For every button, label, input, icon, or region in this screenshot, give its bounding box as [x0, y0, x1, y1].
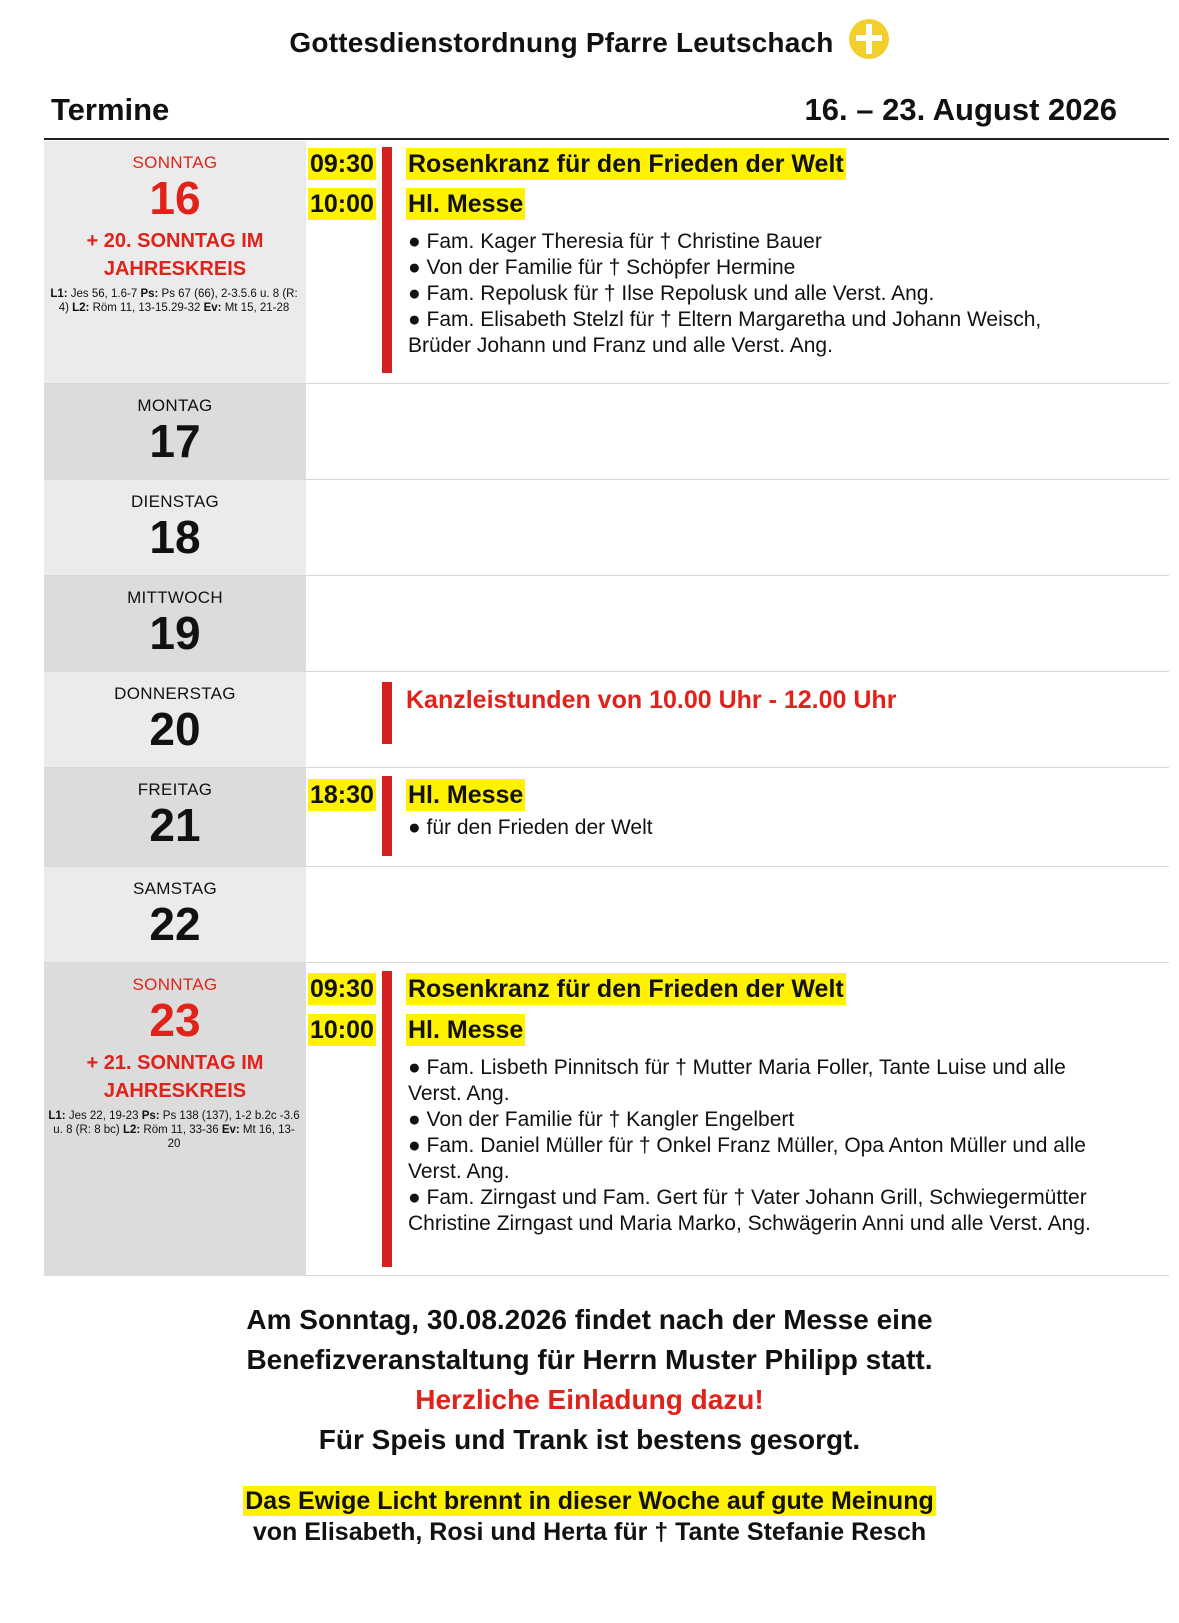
eternal-light-line: Das Ewige Licht brennt in dieser Woche auf gute Meinung [245, 1487, 934, 1515]
red-bar [382, 147, 392, 373]
events-cell-22 [306, 867, 1169, 962]
red-bar [382, 776, 392, 856]
day-row-20 [44, 672, 1169, 768]
weekday-label: SONNTAG [132, 153, 218, 172]
event-time: 09:30 [310, 975, 374, 1003]
day-cell-22 [44, 867, 306, 962]
intention-item: ● Fam. Elisabeth Stelzl für † Eltern Margaretha und Johann Weisch, Brüder Johann und Franz und alle Verst. Ang. [408, 308, 1042, 357]
reading-label: Ps: [140, 288, 159, 300]
date-range: 16. – 23. August 2026 [804, 92, 1117, 127]
reading-label: L1: [50, 288, 68, 300]
announcement-line: Für Speis und Trank ist bestens gesorgt. [318, 1424, 861, 1455]
reading-label: Ps: [141, 1110, 160, 1122]
events-cell-18 [306, 480, 1169, 575]
office-hours-notice: Kanzleistunden von 10.00 Uhr - 12.00 Uhr [406, 686, 897, 714]
day-number: 18 [149, 511, 201, 563]
intention-item: ● Fam. Zirngast und Fam. Gert für † Vater Johann Grill, Schwiegermütter Christine Zirngast und Maria Marko, Schwägerin Anni und alle Verst. Ang. [408, 1186, 1091, 1235]
events-cell-20 [306, 672, 1169, 767]
reading-text: Ps 67 (66), 2-3.5.6 u. 8 (R: 4) [58, 288, 298, 314]
event-title: Rosenkranz für den Frieden der Welt [408, 975, 844, 1003]
feast-text: + 21. SONNTAG IM JAHRESKREIS [86, 1052, 264, 1102]
day-row-19 [44, 576, 1169, 672]
intention-list [408, 815, 1108, 841]
announcement [0, 1300, 1179, 1460]
intention-item: ● Fam. Lisbeth Pinnitsch für † Mutter Maria Foller, Tante Luise und alle Verst. Ang. [408, 1056, 1066, 1105]
feast-name [44, 1049, 306, 1105]
reading-label: Ev: [203, 302, 222, 314]
events-cell-17 [306, 384, 1169, 479]
eternal-light-notice [0, 1486, 1179, 1548]
red-bar [382, 971, 392, 1267]
weekday-label: FREITAG [137, 780, 213, 799]
day-row-18 [44, 480, 1169, 576]
day-row-17 [44, 384, 1169, 480]
events-cell-16 [306, 141, 1169, 383]
reading-text: Ps 138 (137), 1-2 b.2c -3.6 u. 8 (R: 8 bc) [53, 1110, 300, 1136]
reading-label: L1: [48, 1110, 66, 1122]
day-row-16 [44, 141, 1169, 384]
reading-text: Jes 22, 19-23 [65, 1110, 142, 1122]
reading-text: Röm 11, 33-36 [140, 1124, 222, 1136]
reading-label: L2: [122, 1124, 141, 1136]
announcement-line: Am Sonntag, 30.08.2026 findet nach der Messe eine [246, 1304, 933, 1335]
intention-item: ● Von der Familie für † Schöpfer Hermine [408, 256, 796, 279]
invitation-text: Herzliche Einladung dazu! [415, 1384, 764, 1415]
weekday-label: MITTWOCH [127, 588, 223, 607]
day-row-22 [44, 867, 1169, 963]
day-number: 19 [149, 607, 201, 659]
day-number: 20 [149, 703, 201, 755]
reading-text: Röm 11, 13-15.29-32 [89, 302, 204, 314]
reading-text: Mt 15, 21-28 [221, 302, 290, 314]
day-cell-16 [44, 141, 306, 383]
day-number: 16 [149, 172, 201, 224]
weekday-label: DIENSTAG [130, 492, 220, 511]
event-time: 10:00 [310, 190, 374, 218]
reading-label: L2: [72, 302, 90, 314]
event-title: Hl. Messe [408, 190, 524, 218]
reading-text: Jes 56, 1.6-7 [67, 288, 141, 300]
reading-label: Ev: [221, 1124, 240, 1136]
page-title-text: Gottesdienstordnung Pfarre Leutschach [289, 26, 834, 58]
event-title: Hl. Messe [408, 1016, 524, 1044]
event-time: 10:00 [310, 1016, 374, 1044]
weekday-label: DONNERSTAG [114, 684, 236, 703]
feast-name [44, 227, 306, 283]
day-row-21 [44, 768, 1169, 867]
day-cell-19 [44, 576, 306, 671]
cross-icon [848, 18, 890, 67]
readings [48, 1109, 300, 1151]
intention-item: ● Von der Familie für † Kangler Engelbert [408, 1108, 795, 1131]
reading-text: Mt 16, 13-20 [167, 1124, 295, 1150]
day-cell-17 [44, 384, 306, 479]
intention-item: ● Fam. Daniel Müller für † Onkel Franz Müller, Opa Anton Müller und alle Verst. Ang. [408, 1134, 1086, 1183]
feast-text: + 20. SONNTAG IM JAHRESKREIS [86, 230, 264, 280]
weekday-label: SAMSTAG [133, 879, 217, 898]
day-cell-21 [44, 768, 306, 866]
day-cell-20 [44, 672, 306, 767]
intention-list [408, 1055, 1108, 1237]
weekday-label: MONTAG [137, 396, 213, 415]
announcement-line: Benefizveranstaltung für Herrn Muster Philipp statt. [246, 1344, 933, 1375]
event-title: Hl. Messe [408, 781, 524, 809]
events-cell-19 [306, 576, 1169, 671]
page-title [0, 20, 1179, 69]
event-time: 09:30 [310, 150, 374, 178]
day-number: 22 [149, 898, 201, 950]
events-cell-21 [306, 768, 1169, 866]
day-number: 17 [149, 415, 201, 467]
day-cell-18 [44, 480, 306, 575]
event-title: Rosenkranz für den Frieden der Welt [408, 150, 844, 178]
readings [48, 287, 300, 315]
intention-item: ● Fam. Repolusk für † Ilse Repolusk und alle Verst. Ang. [408, 282, 935, 305]
day-number: 23 [149, 994, 201, 1046]
day-number: 21 [149, 799, 201, 851]
events-cell-23 [306, 963, 1169, 1275]
weekday-label: SONNTAG [132, 975, 218, 994]
eternal-light-dedication: von Elisabeth, Rosi und Herta für † Tante Stefanie Resch [252, 1518, 927, 1546]
schedule-table [44, 141, 1169, 1276]
termine-label: Termine [51, 92, 170, 127]
intention-list [408, 229, 1108, 359]
red-bar [382, 682, 392, 744]
event-time: 18:30 [310, 781, 374, 809]
subheader [44, 88, 1169, 140]
day-row-23 [44, 963, 1169, 1276]
intention-item: ● für den Frieden der Welt [408, 816, 653, 839]
day-cell-23 [44, 963, 306, 1275]
intention-item: ● Fam. Kager Theresia für † Christine Bauer [408, 230, 822, 253]
